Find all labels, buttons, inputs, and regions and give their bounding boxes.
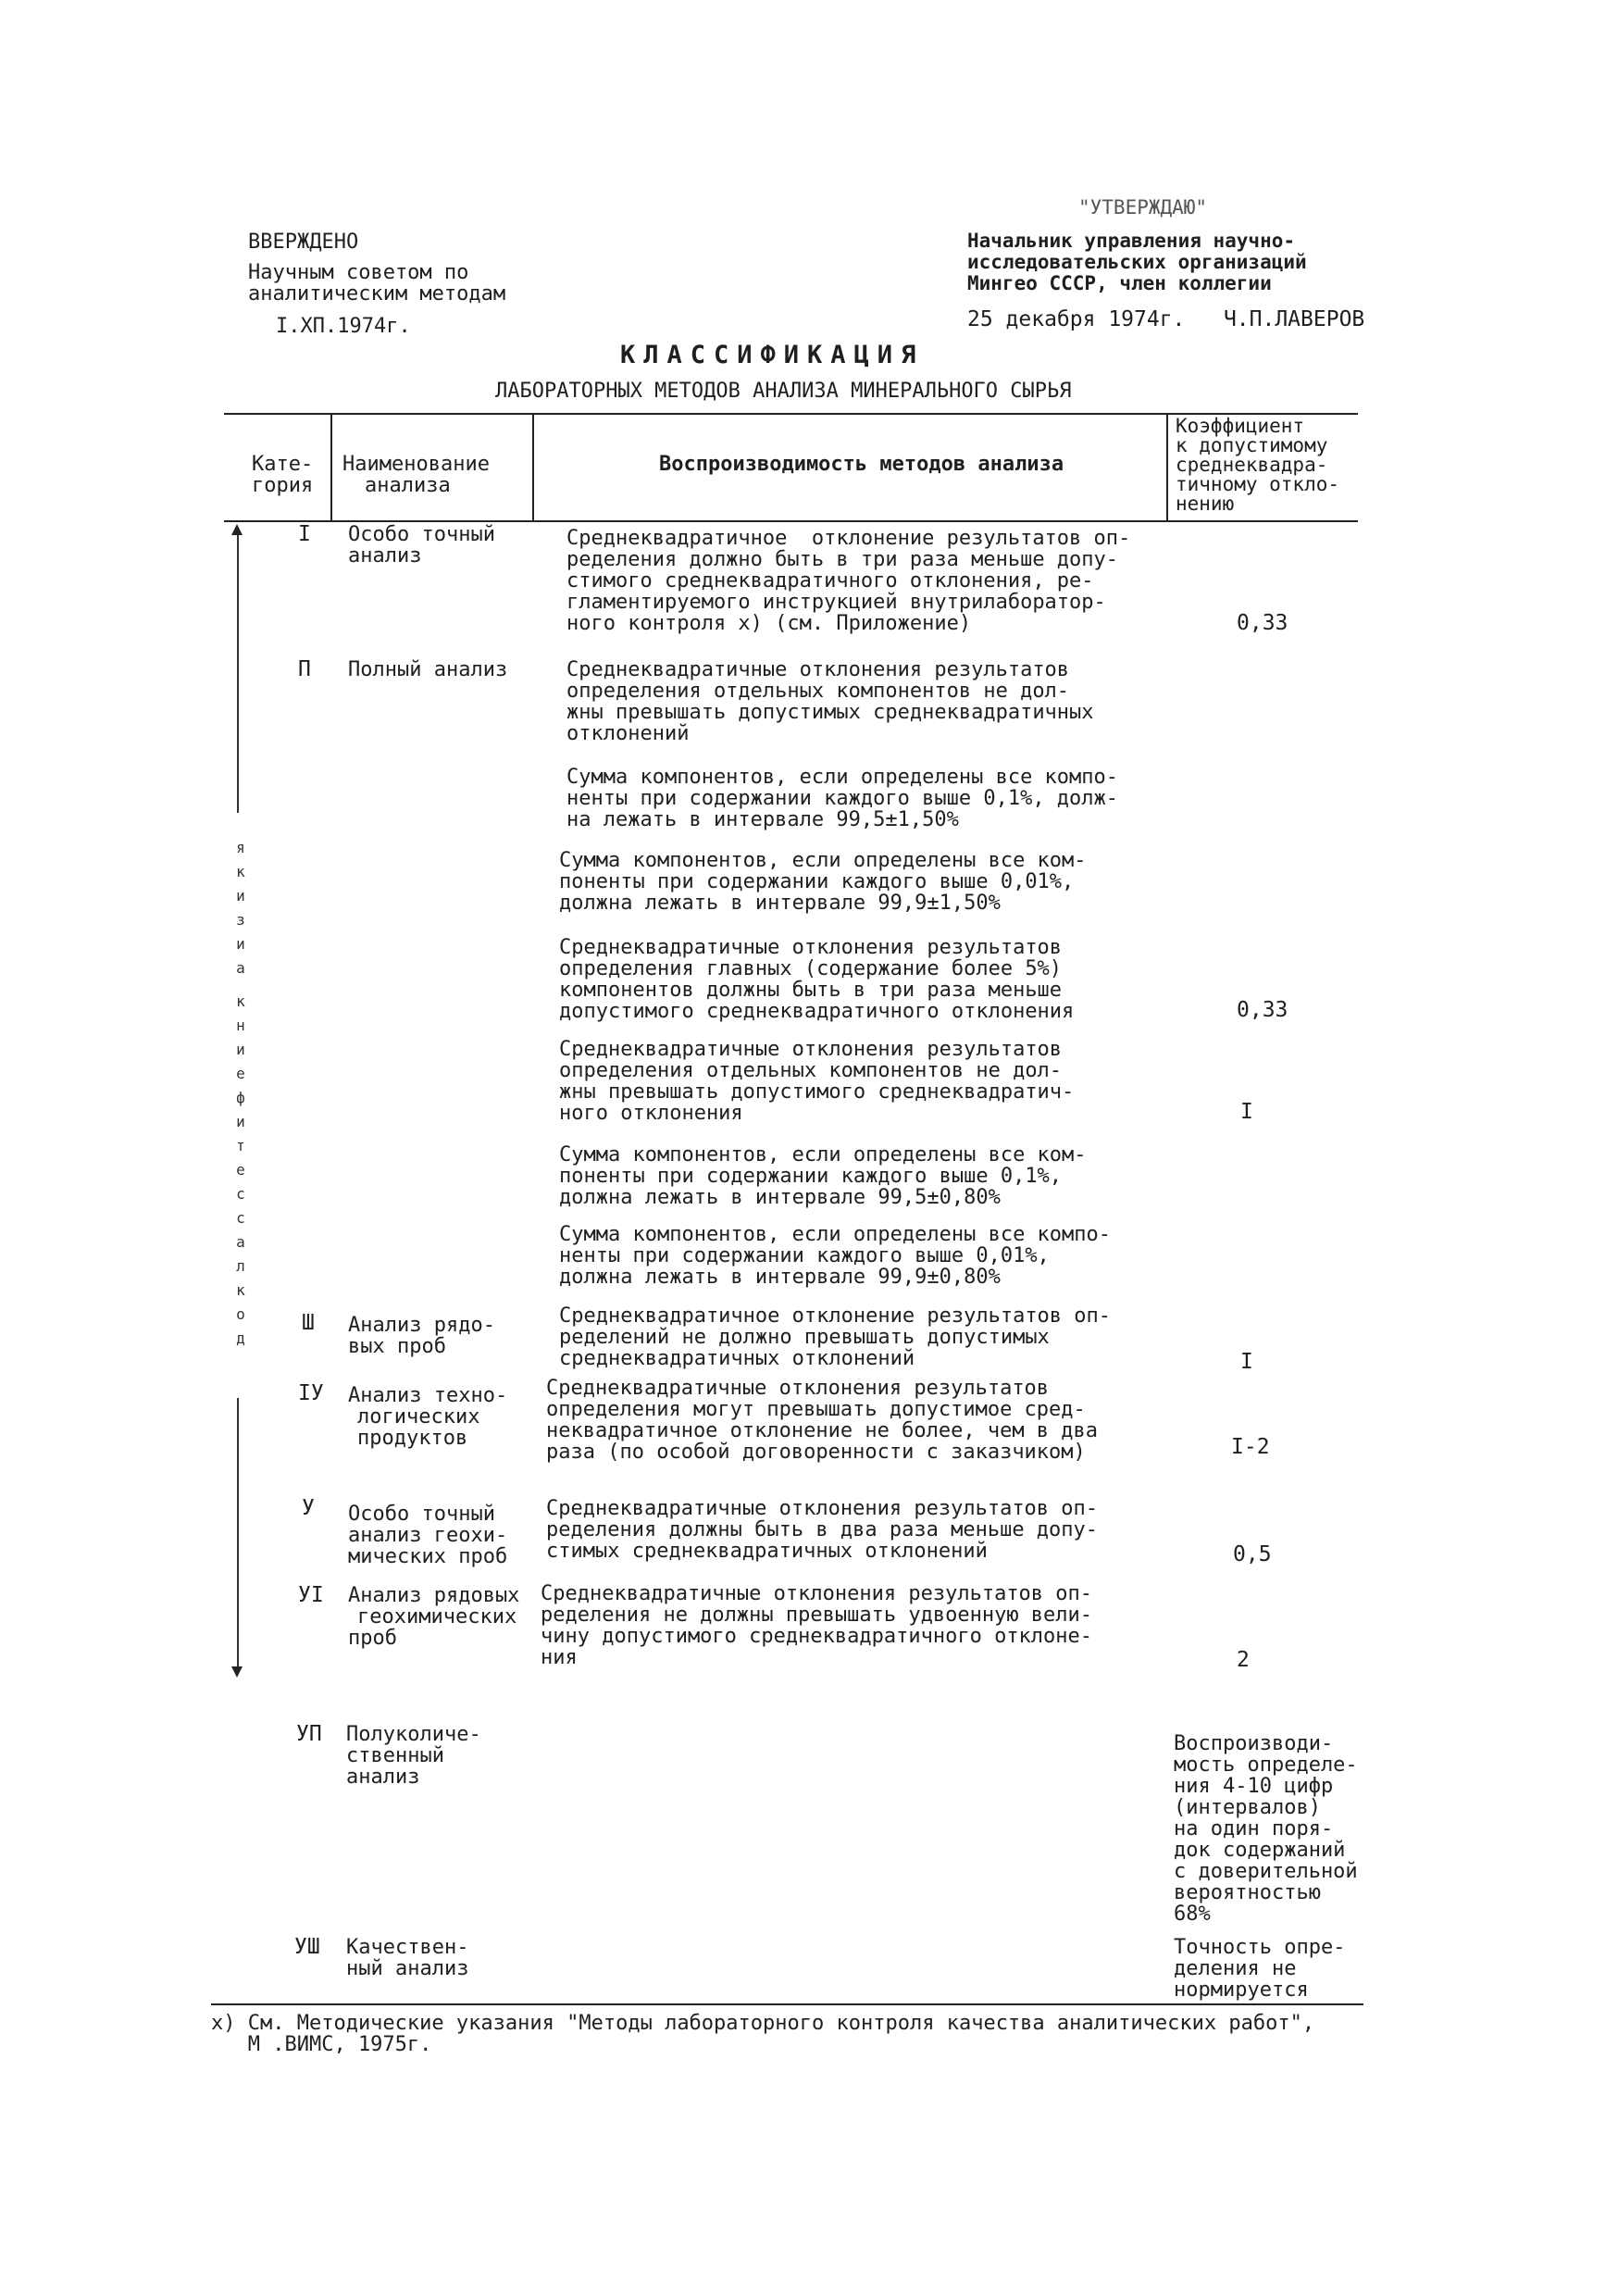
row-text-block bbox=[566, 659, 1094, 744]
coef-note-line: мость определе- bbox=[1174, 1753, 1358, 1777]
coef-note-line: (интервалов) bbox=[1174, 1796, 1321, 1819]
row-coefficient-note bbox=[1174, 1733, 1358, 1925]
row-coefficient: 2 bbox=[1237, 1648, 1250, 1672]
column-divider bbox=[532, 415, 534, 520]
row-name-line: Полный анализ bbox=[348, 658, 508, 681]
row-coefficient: I bbox=[1240, 1100, 1253, 1124]
coef-note-line: вероятностью bbox=[1174, 1881, 1321, 1904]
row-name-line: геохимических bbox=[357, 1605, 517, 1628]
row-name bbox=[348, 659, 507, 680]
row-text-line: определения могут превышать допустимое сред- bbox=[546, 1398, 1086, 1421]
row-text-line: ределения должно быть в три раза меньше допу- bbox=[566, 548, 1119, 571]
row-text-line: допустимого среднеквадратичного отклонения bbox=[559, 1000, 1075, 1023]
row-text-line: Сумма компонентов, если определены все компо- bbox=[559, 1223, 1112, 1246]
row-name-line: Анализ рядо- bbox=[348, 1314, 495, 1337]
approval-right-line: Мингео СССР, член коллегии bbox=[967, 272, 1272, 294]
row-name-line: логических bbox=[357, 1405, 480, 1429]
header-coefficient-line: среднеквадра- bbox=[1176, 454, 1328, 476]
row-coefficient: I bbox=[1240, 1350, 1253, 1374]
row-text-line: ненты при содержании каждого выше 0,1%, долж- bbox=[566, 787, 1119, 810]
footnote bbox=[211, 2013, 1314, 2055]
row-text-line: ределения не должны превышать удвоенную вели- bbox=[541, 1603, 1093, 1627]
row-text-line: гламентируемого инструкцией внутрилаборатор- bbox=[566, 591, 1106, 614]
row-text-line: ного отклонения bbox=[559, 1102, 743, 1125]
row-name bbox=[348, 524, 495, 567]
row-text-line: Среднеквадратичное отклонение результатов оп- bbox=[559, 1304, 1112, 1328]
row-text-block bbox=[559, 937, 1074, 1022]
document-title: КЛАССИФИКАЦИЯ bbox=[620, 341, 925, 369]
row-text-block bbox=[566, 767, 1118, 830]
side-letter: а bbox=[236, 959, 245, 977]
header-category-line: Кате- bbox=[252, 453, 314, 476]
row-name-line: Полуколиче- bbox=[346, 1723, 481, 1746]
row-category: П bbox=[298, 657, 311, 681]
footnote-line: x) См. Методические указания "Методы лабораторного контроля качества аналитических работ", bbox=[211, 2012, 1315, 2035]
row-text-block bbox=[566, 528, 1130, 634]
row-name bbox=[346, 1937, 468, 1979]
row-text-line: на лежать в интервале 99,5±1,50% bbox=[566, 808, 959, 831]
side-letter: е bbox=[236, 1161, 245, 1179]
side-letter: з bbox=[236, 911, 245, 929]
row-text-line: Среднеквадратичные отклонения результатов оп- bbox=[546, 1497, 1099, 1520]
table-header-bottom-border bbox=[224, 520, 1358, 522]
row-text-line: отклонений bbox=[566, 722, 690, 745]
header-coefficient-line: Коэффициент bbox=[1176, 415, 1305, 437]
document-subtitle: ЛАБОРАТОРНЫХ МЕТОДОВ АНАЛИЗА МИНЕРАЛЬНОГО СЫРЬЯ bbox=[495, 380, 1072, 403]
row-name-line: проб bbox=[348, 1627, 397, 1650]
row-name-line: Анализ рядовых bbox=[348, 1584, 520, 1607]
side-letter: я bbox=[236, 839, 245, 856]
row-text-line: поненты при содержании каждого выше 0,1%, bbox=[559, 1165, 1063, 1188]
row-text-line: ненты при содержании каждого выше 0,01%, bbox=[559, 1244, 1050, 1267]
row-text-line: должна лежать в интервале 99,9±0,80% bbox=[559, 1266, 1001, 1289]
approval-right-line: исследовательских организаций bbox=[967, 251, 1307, 273]
approval-right-line: Начальник управления научно- bbox=[967, 230, 1296, 252]
row-name-line: ный анализ bbox=[346, 1957, 469, 1980]
side-letter: к bbox=[236, 1281, 245, 1299]
row-text-line: Среднеквадратичное отклонение результатов оп- bbox=[566, 527, 1131, 550]
row-text-line: раза (по особой договоренности с заказчиком) bbox=[546, 1441, 1086, 1464]
row-text-line: Среднеквадратичные отклонения результатов bbox=[559, 936, 1063, 959]
side-letter: а bbox=[236, 1233, 245, 1251]
header-name bbox=[342, 454, 490, 496]
coef-note-line: 68% bbox=[1174, 1903, 1211, 1926]
row-name-line: анализ геохи- bbox=[348, 1524, 508, 1547]
side-letter: и bbox=[236, 887, 245, 905]
side-letter: н bbox=[236, 1017, 245, 1034]
side-letter: и bbox=[236, 1041, 245, 1058]
arrow-down-icon bbox=[231, 1666, 243, 1678]
row-text-line: чину допустимого среднеквадратичного отклоне- bbox=[541, 1625, 1093, 1648]
row-name-line: анализ bbox=[346, 1766, 420, 1789]
row-text-block bbox=[546, 1378, 1098, 1463]
row-category: Ш bbox=[302, 1311, 315, 1335]
header-name-line: анализа bbox=[365, 474, 451, 497]
row-text-block bbox=[559, 1305, 1111, 1369]
side-vertical-label bbox=[231, 841, 250, 1346]
row-text-line: стимых среднеквадратичных отклонений bbox=[546, 1540, 988, 1563]
row-coefficient: I-2 bbox=[1231, 1435, 1270, 1459]
side-letter: к bbox=[236, 992, 245, 1010]
row-text-line: ределений не должно превышать допустимых bbox=[559, 1326, 1050, 1349]
row-category: IУ bbox=[298, 1381, 324, 1405]
row-name-line: Качествен- bbox=[346, 1936, 469, 1959]
row-text-line: ния bbox=[541, 1646, 578, 1669]
header-coefficient-line: тичному откло- bbox=[1176, 473, 1340, 495]
bracket-line bbox=[237, 535, 239, 813]
approval-right-date: 25 декабря 1974г. Ч.П.ЛАВЕРОВ bbox=[967, 307, 1365, 331]
approval-left-line: аналитическим методам bbox=[248, 282, 506, 306]
row-category: УП bbox=[296, 1722, 322, 1746]
row-name-line: анализ bbox=[348, 544, 422, 568]
side-letter: и bbox=[236, 1113, 245, 1130]
header-coefficient-line: нению bbox=[1176, 493, 1235, 515]
side-letter: с bbox=[236, 1209, 245, 1227]
row-name bbox=[348, 1315, 495, 1357]
row-coefficient: 0,5 bbox=[1233, 1542, 1272, 1566]
row-text-line: определения отдельных компонентов не дол- bbox=[566, 680, 1070, 703]
side-letter: т bbox=[236, 1137, 245, 1154]
row-name bbox=[348, 1385, 507, 1449]
row-text-line: неквадратичное отклонение не более, чем в два bbox=[546, 1419, 1099, 1442]
row-name-line: вых проб bbox=[348, 1335, 446, 1358]
row-name-line: Анализ техно- bbox=[348, 1384, 508, 1407]
row-text-line: Среднеквадратичные отклонения результатов bbox=[566, 658, 1070, 681]
row-text-line: ного контроля x) (см. Приложение) bbox=[566, 612, 972, 635]
coef-note-line: Воспроизводи- bbox=[1174, 1732, 1334, 1755]
coef-note-line: на один поря- bbox=[1174, 1817, 1334, 1841]
header-coefficient-line: к допустимому bbox=[1176, 434, 1328, 456]
row-coefficient: 0,33 bbox=[1237, 998, 1288, 1022]
approval-left-line: Научным советом по bbox=[248, 261, 469, 284]
row-text-block bbox=[559, 1144, 1087, 1208]
row-text-line: среднеквадратичных отклонений bbox=[559, 1347, 915, 1370]
side-letter: к bbox=[236, 863, 245, 880]
row-name-line: ственный bbox=[346, 1744, 444, 1767]
row-coefficient-note bbox=[1174, 1937, 1345, 2001]
arrow-up-icon bbox=[231, 524, 243, 535]
row-category: У bbox=[302, 1496, 315, 1520]
row-text-line: должна лежать в интервале 99,9±1,50% bbox=[559, 892, 1001, 915]
header-coefficient bbox=[1176, 417, 1339, 514]
table-bottom-border bbox=[211, 2003, 1363, 2005]
row-text-block bbox=[559, 850, 1087, 914]
row-text-line: Среднеквадратичные отклонения результатов bbox=[546, 1377, 1050, 1400]
row-text-block bbox=[559, 1224, 1111, 1288]
coef-note-line: нормируется bbox=[1174, 1978, 1309, 2002]
row-text-line: компонентов должны быть в три раза меньше bbox=[559, 979, 1063, 1002]
row-category: I bbox=[298, 522, 311, 546]
coef-note-line: ния 4-10 цифр bbox=[1174, 1775, 1334, 1798]
side-letter: д bbox=[236, 1329, 245, 1347]
header-name-line: Наименование bbox=[342, 453, 490, 476]
row-text-line: ределения должны быть в два раза меньше допу- bbox=[546, 1518, 1099, 1541]
column-divider bbox=[1166, 415, 1168, 520]
row-name bbox=[348, 1504, 507, 1567]
row-text-line: Среднеквадратичные отклонения результатов оп- bbox=[541, 1582, 1093, 1605]
header-reproducibility: Воспроизводимость методов анализа bbox=[659, 453, 1064, 476]
side-letter: с bbox=[236, 1185, 245, 1203]
approval-right-block bbox=[967, 198, 1364, 331]
row-text-line: должна лежать в интервале 99,5±0,80% bbox=[559, 1186, 1001, 1209]
footnote-line: М .ВИМС, 1975г. bbox=[211, 2033, 432, 2056]
side-letter: о bbox=[236, 1305, 245, 1323]
row-name bbox=[348, 1585, 519, 1649]
coef-note-line: Точность опре- bbox=[1174, 1936, 1346, 1959]
row-text-block bbox=[541, 1583, 1092, 1668]
coef-note-line: с доверительной bbox=[1174, 1860, 1358, 1883]
approval-left-date: I.XП.1974г. bbox=[276, 315, 411, 338]
side-letter: е bbox=[236, 1065, 245, 1082]
coef-note-line: деления не bbox=[1174, 1957, 1297, 1980]
side-letter: ф bbox=[236, 1089, 245, 1106]
row-text-line: жны превышать допустимых среднеквадратичных bbox=[566, 701, 1094, 724]
row-text-line: Сумма компонентов, если определены все ком- bbox=[559, 1143, 1087, 1167]
row-text-line: поненты при содержании каждого выше 0,01%, bbox=[559, 870, 1075, 893]
row-category: УШ bbox=[294, 1935, 320, 1959]
row-text-line: жны превышать допустимого среднеквадратич- bbox=[559, 1080, 1075, 1104]
row-category: УI bbox=[298, 1583, 324, 1607]
row-name-line: Особо точный bbox=[348, 523, 495, 546]
row-name bbox=[346, 1724, 481, 1788]
row-coefficient: 0,33 bbox=[1237, 611, 1288, 635]
approval-left-line: ВВЕРЖДЕНО bbox=[248, 231, 359, 254]
row-text-line: определения главных (содержание более 5%) bbox=[559, 957, 1063, 980]
coef-note-line: док содержаний bbox=[1174, 1839, 1346, 1862]
approval-left-block bbox=[248, 231, 505, 337]
column-divider bbox=[330, 415, 332, 520]
side-letter: л bbox=[236, 1257, 245, 1275]
row-text-line: определения отдельных компонентов не дол- bbox=[559, 1059, 1063, 1082]
header-category bbox=[252, 454, 313, 496]
row-text-block bbox=[546, 1498, 1098, 1562]
row-text-line: Сумма компонентов, если определены все компо- bbox=[566, 766, 1119, 789]
row-text-block bbox=[559, 1039, 1074, 1124]
bracket-line bbox=[237, 1398, 239, 1666]
header-category-line: гория bbox=[252, 474, 314, 497]
row-name-line: продуктов bbox=[357, 1427, 468, 1450]
row-name-line: мических проб bbox=[348, 1545, 508, 1568]
row-name-line: Особо точный bbox=[348, 1503, 495, 1526]
row-text-line: Сумма компонентов, если определены все ком- bbox=[559, 849, 1087, 872]
row-text-line: стимого среднеквадратичного отклонения, ре- bbox=[566, 569, 1094, 593]
approval-stamp: "УТВЕРЖДАЮ" bbox=[1078, 196, 1208, 218]
side-letter: и bbox=[236, 935, 245, 953]
row-text-line: Среднеквадратичные отклонения результатов bbox=[559, 1038, 1063, 1061]
